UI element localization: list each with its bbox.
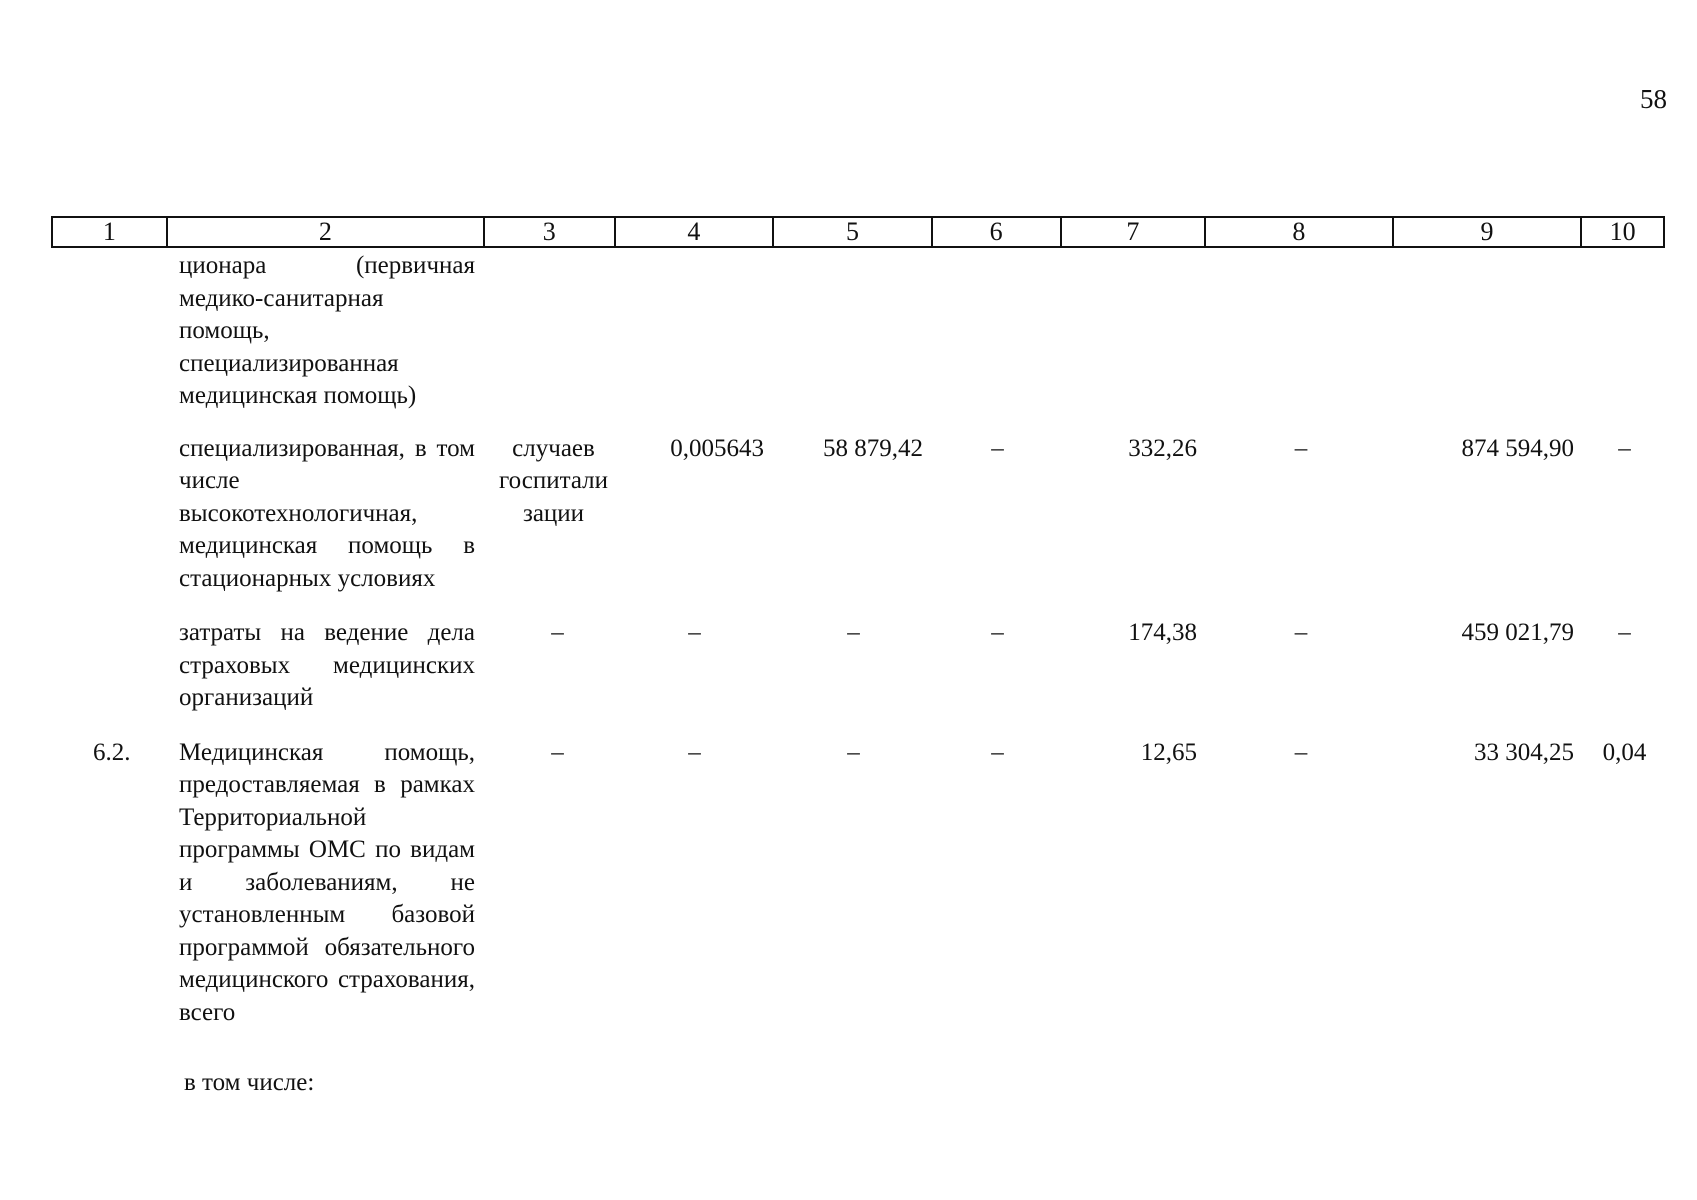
table-header-row <box>51 216 1665 248</box>
row-unit <box>484 250 615 413</box>
row-col7: 174,38 <box>1128 619 1197 646</box>
row-col6: – <box>991 738 1004 766</box>
header-cell-4: 4 <box>616 218 775 246</box>
row-unit-text: случаев госпитализации <box>498 434 608 527</box>
header-cell-7: 7 <box>1062 218 1207 246</box>
row-col10: 0,04 <box>1602 738 1647 766</box>
header-cell-5: 5 <box>774 218 933 246</box>
row-col9: 874 594,90 <box>1461 434 1574 462</box>
row-col5 <box>774 250 933 413</box>
header-cell-3: 3 <box>485 218 616 246</box>
row-col8: – <box>1294 619 1308 646</box>
row-col9: 459 021,79 <box>1461 619 1574 646</box>
row-number <box>51 433 166 596</box>
row-col8 <box>1207 250 1395 413</box>
row-col6: – <box>991 434 1004 462</box>
table-body <box>51 250 1665 1099</box>
row-col9: 33 304,25 <box>1474 738 1574 766</box>
page-number: 58 <box>1640 84 1667 114</box>
table-row <box>51 433 1665 596</box>
row-name-cell <box>166 617 484 715</box>
row-unit <box>484 433 615 596</box>
row-col7: 332,26 <box>1128 434 1197 462</box>
header-cell-9: 9 <box>1394 218 1583 246</box>
row-col7 <box>1062 250 1207 413</box>
row-unit: – <box>551 738 564 766</box>
row-col6 <box>933 250 1062 413</box>
row-col5: – <box>847 738 860 766</box>
row-col5: – <box>847 619 860 646</box>
row-number <box>51 250 166 413</box>
table-row <box>51 737 1665 1030</box>
row-col8: – <box>1294 434 1308 462</box>
row-col10: – <box>1618 619 1631 646</box>
row-col6: – <box>991 619 1004 646</box>
header-cell-8: 8 <box>1206 218 1394 246</box>
row-name-cell <box>166 433 484 596</box>
row-name: специализированная, в том числе высокотехнологичная, медицинская помощь в стационарных условиях <box>179 434 475 592</box>
row-name-cell <box>166 250 484 413</box>
header-cell-6: 6 <box>933 218 1062 246</box>
row-name: затраты на ведение дела страховых медицинских организаций <box>179 619 475 711</box>
row-unit: – <box>551 619 564 646</box>
row-col4: – <box>688 738 701 766</box>
row-col8: – <box>1294 738 1308 766</box>
row-number: 6.2. <box>93 738 131 766</box>
header-cell-10: 10 <box>1609 217 1636 246</box>
row-col9 <box>1395 250 1584 413</box>
header-cell-1: 1 <box>53 218 168 246</box>
row-name: ционара (первичная медико-санитарная помощь, специализированная медицинская помощь) <box>179 252 475 409</box>
row-col5: 58 879,42 <box>823 434 923 462</box>
row-col4 <box>615 250 774 413</box>
row-col4: 0,005643 <box>670 434 764 462</box>
table-note: в том числе: <box>184 1069 315 1096</box>
row-col7: 12,65 <box>1140 738 1197 766</box>
row-col10 <box>1584 250 1665 413</box>
row-number <box>51 617 166 715</box>
table-row <box>51 250 1665 413</box>
row-name-cell <box>166 737 484 1030</box>
row-col4: – <box>688 619 701 646</box>
header-cell-2: 2 <box>168 218 485 246</box>
table-row <box>51 617 1665 715</box>
row-name: Медицинская помощь, предоставляемая в рамках Территориальной программы ОМС по видам и заболеваниям, не установленным базовой программой обязательного медицинского страхования, всего <box>179 738 475 1026</box>
row-col10: – <box>1618 434 1631 462</box>
